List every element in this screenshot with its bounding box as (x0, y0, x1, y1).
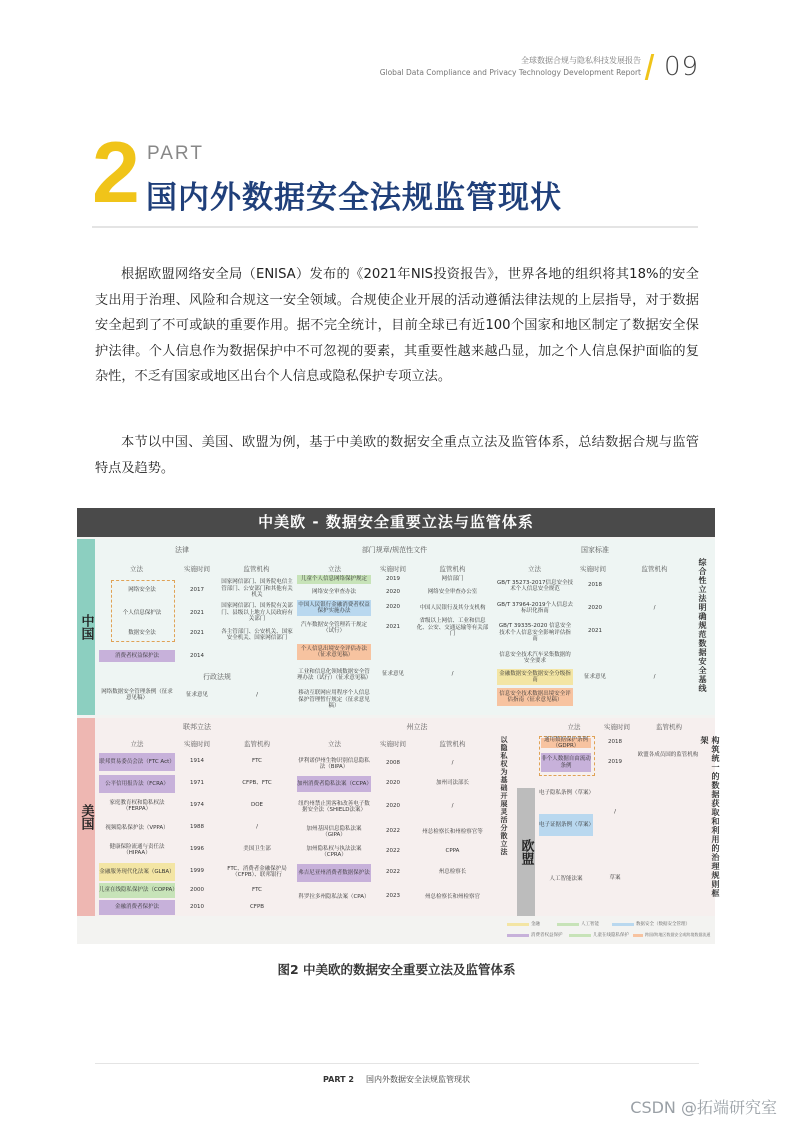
table-cell: GB/T 39335-2020 信息安全技术个人信息安全影响评估指南 (498, 623, 572, 643)
table-cell: 1974 (190, 802, 204, 809)
china-summary-note: 综合性立法明确规范数据安全基线 (698, 558, 707, 693)
table-cell: FTC (252, 887, 262, 894)
col-header: 实施时间 (184, 565, 210, 573)
table-cell: 2021 (588, 628, 602, 635)
page-number: 09 (664, 52, 700, 82)
table-cell: 国家网信部门、国务院电信主管部门、公安部门和其他有关机关 (221, 579, 293, 599)
table-cell: 汽车数据安全管理若干规定（试行） (300, 621, 367, 634)
table-cell: 征求意见 (583, 674, 606, 681)
table-cell: 2010 (190, 904, 204, 911)
table-cell: 网络安全审查办法 (311, 589, 356, 596)
table-cell: 2020 (588, 605, 602, 612)
col-header: 监管机构 (641, 565, 668, 573)
watermark: CSDN @拓端研究室 (630, 1098, 777, 1117)
table-cell: 美国卫生部 (243, 846, 271, 853)
table-cell: 1996 (190, 846, 204, 853)
footer-divider (95, 1063, 699, 1064)
table-cell: 中国人民银行及其分支机构 (419, 604, 486, 611)
table-cell: 2000 (190, 887, 204, 894)
table-cell: 1999 (190, 868, 204, 875)
table-cell: GB/T 37964-2019个人信息去标识化指南 (497, 601, 573, 614)
part-label: PART (147, 143, 204, 164)
table-cell: 中国人民银行金融消费者权益保护实施办法 (298, 601, 370, 614)
table-cell: 信息安全技术数据出境安全评估指南（征求意见稿） (497, 688, 573, 706)
table-cell: 工业和信息化领域数据安全管理办法（试行）（征求意见稿） (297, 668, 372, 681)
table-cell: / (256, 824, 258, 831)
table-cell: DOE (250, 802, 264, 809)
table-cell: 健康保险流通与责任法（HIPAA） (109, 843, 165, 856)
table-cell: 州总检察长 (438, 869, 467, 876)
table-cell: 公平信用报告法（FCRA） (99, 775, 175, 793)
table-cell: / (451, 803, 454, 810)
report-title-en: Global Data Compliance and Privacy Technology Development Report (379, 68, 641, 77)
table-cell: 1971 (190, 780, 204, 787)
table-cell: 伊利诺伊州生物识别信息隐私法（BIPA） (298, 757, 370, 770)
table-cell: CPPA (445, 848, 460, 855)
table-cell: / (614, 809, 616, 816)
col-header: 立法 (528, 565, 541, 573)
table-cell: 联邦贸易委员会法（FTC Act） (99, 753, 175, 771)
table-cell: 2019 (608, 759, 622, 766)
table-cell: 网络安全审查办公室 (427, 589, 478, 596)
section-standards: 国家标准 (581, 546, 609, 554)
table-cell: 信息安全技术汽车采集数据的安全要求 (499, 651, 571, 664)
table-cell: 2020 (386, 780, 400, 787)
page-title: 国内外数据安全法规监管现状 (146, 180, 562, 216)
table-cell: 电子证据条例（草案） (539, 814, 593, 836)
table-cell: 数据安全法 (128, 629, 156, 636)
table-cell: 征求意见 (381, 671, 404, 678)
table-cell: 欧盟各成员国的监管机构 (637, 751, 699, 758)
table-cell: 国家网信部门、国务院有关部门、县级以上地方人民政府有关部门 (221, 603, 293, 623)
table-cell: 省级以上网信、工业和信息化、公安、交通运输等有关部门 (416, 618, 489, 638)
table-cell: 个人信息出境安全评估办法（征求意见稿） (297, 644, 371, 660)
usa-center-note: 以隐私权为基础开展灵活分散立法 (500, 736, 508, 856)
table-cell: 2021 (386, 624, 400, 631)
table-cell: 移动互联网应用程序个人信息保护管理暂行规定（征求意见稿） (298, 690, 370, 710)
part-number: 2 (92, 125, 140, 221)
table-cell: 草案 (609, 875, 621, 882)
table-cell: 2022 (386, 869, 400, 876)
table-cell: 加州消费者隐私法案（CCPA） (297, 776, 371, 792)
legend-swatch (633, 934, 643, 937)
col-header: 监管机构 (439, 740, 466, 748)
table-cell: / (451, 760, 454, 767)
body-paragraph-2: 本节以中国、美国、欧盟为例，基于中美欧的数据安全重点立法及监管体系，总结数据合规与监管特点及趋势。 (95, 435, 699, 476)
table-cell: 个人信息保护法 (122, 609, 162, 616)
legend-swatch (557, 923, 579, 926)
table-cell: / (653, 605, 656, 612)
report-title-zh: 全球数据合规与隐私科技发展报告 (521, 56, 641, 65)
section-rules: 部门规章/规范性文件 (361, 546, 428, 554)
table-cell: 非个人数据自由流动条例 (541, 753, 591, 772)
table-cell: FTC (252, 758, 262, 765)
table-cell: 1914 (190, 758, 204, 765)
table-cell: 2014 (190, 652, 204, 659)
figure-caption: 图2 中美欧的数据安全重要立法及监管体系 (277, 962, 516, 977)
table-cell: / (256, 691, 258, 698)
table-cell: 加州隐私权与执法法案（CPRA） (306, 845, 362, 858)
table-cell: / (451, 671, 454, 678)
table-cell: 网络数据安全管理条例（征求意见稿） (101, 688, 173, 701)
table-cell: 家庭教育权和隐私权法（FERPA） (109, 799, 165, 812)
col-header: 监管机构 (244, 740, 270, 748)
col-header: 监管机构 (243, 565, 270, 573)
title-divider (92, 226, 698, 228)
legend-label: 人工智能 (581, 922, 599, 927)
body-paragraph-1: 根据欧盟网络安全局（ENISA）发布的《2021年NIS投资报告》，世界各地的组织将其18%的安全支出用于治理、风险和合规这一安全领域。合规使企业开展的活动遵循法律法规的上层指导，对于数据安全起到了不可或缺的重要作用。据不完全统计，目前全球已有近100个国家和地区制定了数据安全保护法律。个人信息作为数据保护中不可忽视的要素，其重要性越来越凸显，加之个人信息保护面临的复杂性，不乏有国家或地区出台个人信息或隐私保护专项立法。 (95, 267, 699, 384)
table-cell: 加州基因信息隐私法案（GIPA） (306, 825, 362, 838)
table-cell: 2023 (386, 893, 400, 900)
table-cell: 通用数据保护条例（GDPR） (541, 738, 591, 748)
col-header: 监管机构 (656, 723, 682, 731)
legend-label: 数据安全（数据安全管理） (636, 922, 690, 927)
table-cell: 加州司法部长 (435, 780, 469, 787)
table-cell: 2020 (386, 803, 400, 810)
footer-title: 国内外数据安全法规监管现状 (365, 1075, 470, 1084)
table-cell: 网信部门 (441, 576, 464, 583)
table-cell: 纽约州禁止黑客和改善电子数据安全法（SHIELD法案） (298, 800, 370, 813)
col-header: 实施时间 (380, 565, 406, 573)
table-cell: 2020 (386, 604, 400, 611)
col-header: 实施时间 (184, 740, 210, 748)
section-admin: 行政法规 (203, 673, 231, 681)
table-cell: 2017 (190, 586, 204, 593)
table-cell: 2021 (190, 629, 204, 636)
figure-title: 中美欧 - 数据安全重要立法与监管体系 (77, 508, 715, 537)
section-law: 法律 (175, 546, 189, 554)
table-cell: 2008 (386, 760, 400, 767)
legend-label: 消费者权益保护 (531, 933, 563, 938)
table-cell: 科罗拉多州隐私法案（CPA） (298, 893, 370, 900)
table-cell: 州总检察长和州检察官 (424, 893, 480, 900)
region-label-usa: 美国 (77, 718, 95, 916)
col-header: 立法 (328, 565, 341, 573)
legend-label: 儿童在线隐私保护 (593, 933, 629, 938)
col-header: 立法 (130, 740, 144, 748)
table-cell: 2021 (190, 609, 204, 616)
col-header: 立法 (130, 565, 143, 573)
table-cell: 1988 (190, 824, 204, 831)
table-cell: 2022 (386, 848, 400, 855)
usa-summary-note: 构筑统一的数据获取和利用的治理规则框架 (700, 736, 720, 898)
table-cell: 视频隐私保护法（VPPA） (105, 824, 169, 831)
region-label-china: 中国 (77, 539, 95, 715)
table-cell: 2022 (386, 828, 400, 835)
legend-label: 跨国/跨地区数据安全或跨境数据流通 (645, 932, 711, 937)
legend-swatch (507, 923, 529, 926)
section-federal: 联邦立法 (183, 723, 211, 731)
table-cell: 网络安全法 (128, 586, 156, 593)
table-cell: 2018 (588, 582, 602, 589)
table-cell: / (653, 674, 656, 681)
table-cell: 2019 (386, 576, 400, 583)
legend-swatch (569, 934, 591, 937)
header-divider (645, 54, 654, 80)
table-cell: 金融数据安全数据安全分级指南 (497, 669, 573, 685)
figure-legislation-overview (77, 508, 720, 944)
table-cell: GB/T 35273-2017信息安全技术个人信息安全规范 (497, 579, 573, 592)
table-cell: 消费者权益保护法 (99, 650, 175, 662)
table-cell: CFPB、FTC (242, 780, 272, 787)
col-header: 监管机构 (439, 565, 466, 573)
page-footer (0, 1074, 793, 1085)
col-header: 立法 (567, 723, 581, 731)
table-cell: 电子隐私条例（草案） (539, 789, 595, 796)
col-header: 实施时间 (604, 723, 630, 731)
table-cell: 儿童在线隐私保护法（COPPA） (99, 883, 175, 898)
table-cell: 金融消费者保护法 (99, 900, 175, 915)
table-cell: 2020 (386, 589, 400, 596)
legend-label: 金融 (531, 922, 540, 927)
col-header: 立法 (328, 740, 341, 748)
table-cell: FTC、消费者金融保护局（CFPB）、联邦银行 (227, 865, 287, 878)
col-header: 实施时间 (380, 740, 406, 748)
legend-swatch (612, 923, 634, 926)
table-cell: 州总检察长和州检察官等 (422, 828, 483, 835)
section-state: 州立法 (406, 723, 428, 731)
region-label-eu: 欧盟 (517, 788, 535, 916)
table-cell: 2018 (608, 739, 622, 746)
col-header: 实施时间 (580, 565, 606, 573)
table-cell: 人工智能法案 (549, 875, 583, 882)
table-cell: 各主管部门、公安机关、国家安全机关、国家网信部门 (221, 628, 293, 641)
legend-swatch (507, 934, 529, 937)
table-cell: CFPB (249, 904, 265, 911)
table-cell: 儿童个人信息网络保护规定 (297, 575, 371, 584)
figure-legend (507, 920, 712, 942)
table-cell: 征求意见 (185, 691, 208, 698)
table-cell: 金融服务现代化法案（GLBA） (99, 863, 175, 881)
footer-part: PART 2 (323, 1075, 354, 1084)
table-cell: 弗吉尼亚州消费者数据保护法 (297, 864, 371, 882)
